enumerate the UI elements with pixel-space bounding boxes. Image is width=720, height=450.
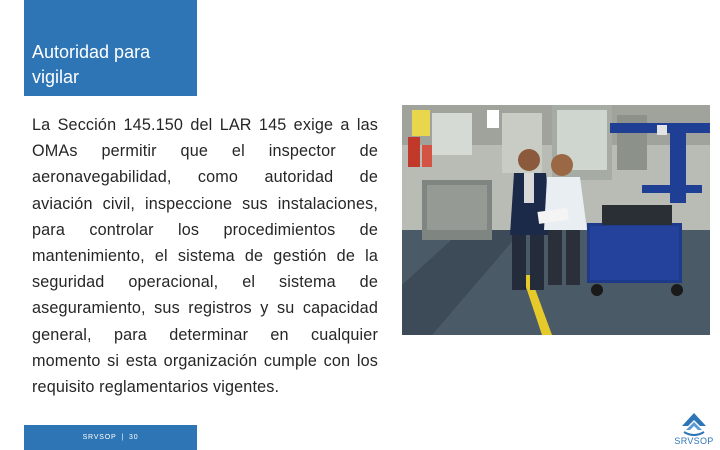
airplane-logo-icon bbox=[672, 412, 716, 438]
footer-page-number: 30 bbox=[129, 434, 139, 441]
footer-separator: | bbox=[121, 434, 125, 441]
slide-title: Autoridad para vigilar bbox=[32, 42, 151, 87]
footer-org: SRVSOP bbox=[82, 434, 117, 441]
body-paragraph: La Sección 145.150 del LAR 145 exige a las OMAs permitir que el inspector de aeronavegabilidad, como autoridad de aviación civil, inspeccione sus instalaciones, para controlar los procedimientos de mantenimiento, el sistema de gestión de la seguridad operacional, el sistema de aseguramiento, sus registros y su capacidad general, para determinar en cualquier momento si esta organización cumple con los requisito reglamentarios vigentes. bbox=[32, 116, 378, 397]
workshop-photo bbox=[402, 105, 710, 335]
title-box bbox=[24, 0, 197, 96]
logo-text: SRVSOP bbox=[674, 436, 714, 446]
footer-bar bbox=[24, 425, 197, 450]
srvsop-logo bbox=[672, 412, 716, 448]
workshop-photo-illustration bbox=[402, 105, 710, 335]
